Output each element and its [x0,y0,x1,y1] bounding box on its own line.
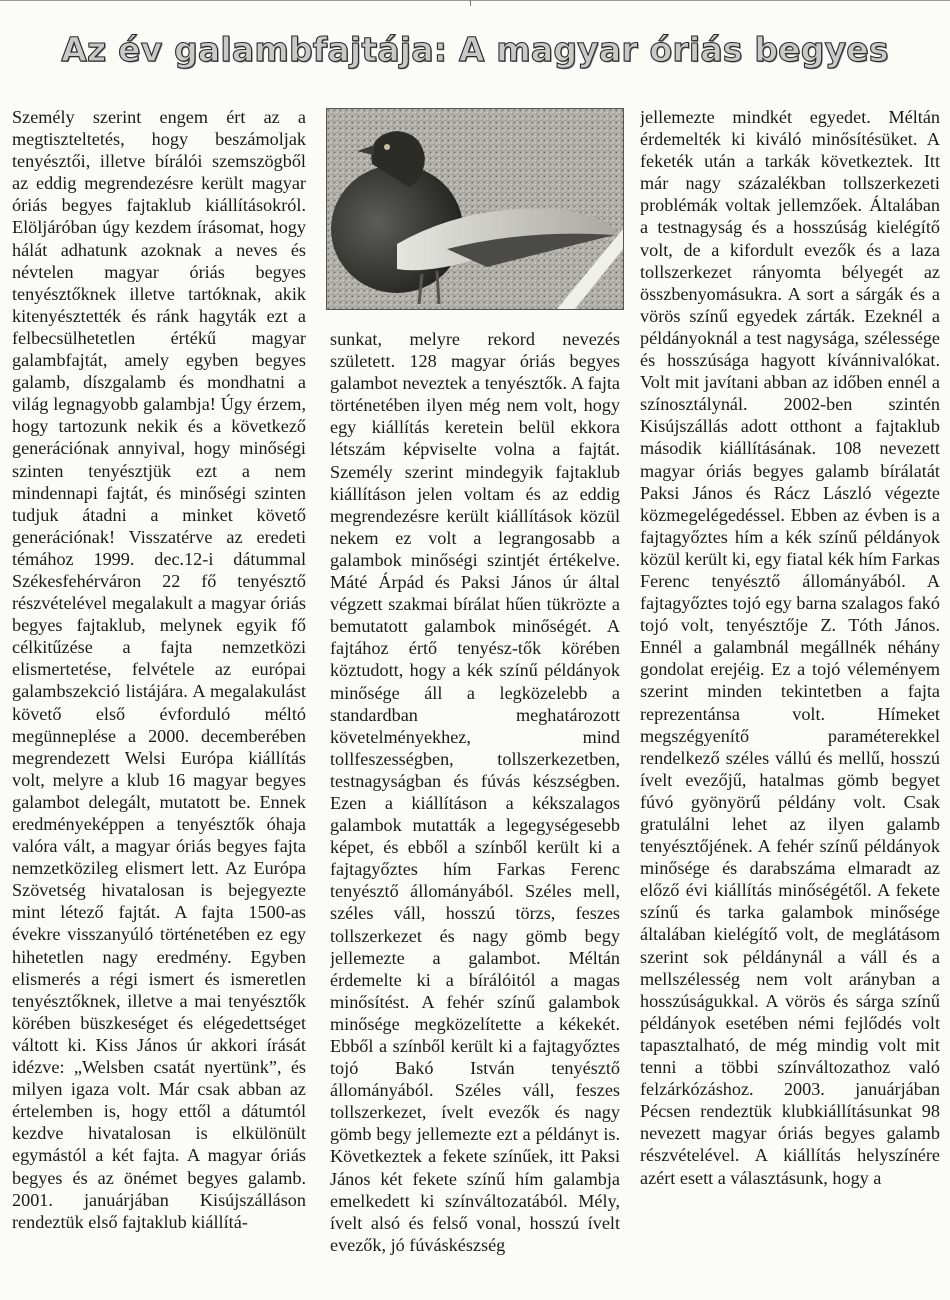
column-1-text: Személy szerint engem ért az a megtiszteltetés, hogy beszámoljak tenyésztői, illetve bírálói szemszögből az eddig megrendezésre került magyar óriás begyes fajtaklub kiállításokról. Elöljáróban úgy kezdem írásomat, hogy hálát adhatunk azoknak a neves és névtelen magyar óriás begyes tenyésztőknek illetve tartóknak, akik kitenyésztették és ránk hagyták ezt a felbecsülhetetlen értékű magyar galambfajtát, amely egyben begyes galamb, díszgalamb és mondhatni a világ legnagyobb galambja! Úgy érzem, hogy tartozunk nekik és a következő generációnak annyival, hogy minőségi szinten tenyésztjük ezt a nem mindennapi fajtát, és minőségi szinten tudjuk átadni a minket követő generációnak! Visszatérve az eredeti témához 1999. dec.12-i dátummal Székesfehérváron 22 fő tenyésztő részvételével megalakult a magyar óriás begyes fajtaklub, melynek egyik fő célkitűzése a fajta nemzetközi elismertetése, felvétele az európai galambszekció listájára. A megalakulást követő első évforduló méltó megünneplése a 2000. decemberében megrendezett Welsi Európa kiállítás volt, melyre a klub 16 magyar begyes galambot delegált, mutatott be. Ennek eredményeképpen a tenyésztők óhaja valóra vált, a magyar óriás begyes fajta nemzetközileg elismert lett. Az Európa Szövetség hivatalosan is bejegyezte mint létező fajtát. A fajta 1500-as évekre visszanyúló történetében ez egy hihetetlen nagy eredmény. Egyben elismerés a régi ismert és ismeretlen tenyésztőknek, illetve a mai tenyésztők körében büszkeséget és elégedettséget váltott ki. Kiss János úr akkori írását idézve: „Welsben csatát nyertünk”, és milyen igaza volt. Már csak abban az értelemben is, hogy ettől a dátumtól kezdve hivatalosan is elkülönült egymástól a két fajta. A magyar óriás begyes és az önémet begyes galamb. 2001. januárjában Kisújszálláson rendeztük első fajtaklub kiállítá- [12,107,306,1232]
pigeon-photo [326,108,624,310]
top-rule [0,0,950,1]
column-1 [12,106,306,1300]
article-title: Az év galambfajtája: A magyar óriás begyes [61,30,889,69]
top-tick [470,0,471,6]
column-3-text: jellemezte mindkét egyedet. Méltán érdemelték ki kiváló minősítésüket. A feketék után a tarkák következtek. Itt már nagy százalékban tollszerkezeti problémák voltak jellemzőek. Általában a testnagyság és a hosszúság kielégítő volt, de a kifordult evezők és a laza tollszerkezet rányomta bélyegét az összbenyomásukra. A sort a sárgák és a vörös színű egyedek zárták. Ezeknél a példányoknál a test nagysága, szélessége és hosszúsága hagyott kívánnivalókat. Volt mit javítani abban az időben ennél a színosztálynál. 2002-ben szintén Kisújszállás adott otthont a fajtaklub második kiállításának. 108 nevezett magyar óriás begyes galamb bírálatát Paksi János és Rácz László végezte közmegelégedéssel. Ebben az évben is a fajtagyőztes hím a kék színű példányok közül került ki, egy fiatal kék hím Farkas Ferenc tenyésztő állományából. A fajtagyőztes tojó egy barna szalagos fakó tojó volt, tenyésztője Z. Tóth János. Ennél a galambnál megállnék néhány gondolat erejéig. Ez a tojó véleményem szerint minden tekintetben a fajta reprezentánsa volt. Hímeket megszégyenítő paraméterekkel rendelkező széles vállú és mellű, hosszú ívelt evezőjű, hatalmas gömb begyet fúvó gyönyörű példány volt. Csak gratulálni lehet az ilyen galamb tenyésztőjének. A fehér színű példányok minősége és darabszáma elmaradt az előző évi kiállítás minőségétől. A fekete színű és tarka galambok minősége általában kielégítő volt, de meglátásom szerint sok példánynál a váll és a mellszélesség nem volt arányban a hosszúságukkal. A vörös és sárga színű példányok esetében némi fejlődés volt tapasztalható, de még mindig volt mit tenni a többi színváltozathoz való felzárkózáshoz. 2003. januárjában Pécsen rendeztük klubkiállításunkat 98 nevezett magyar óriás begyes galamb részvételével. A kiállítás helyszínére azért esett a választásunk, hogy a [640,107,940,1188]
column-2-text: sunkat, melyre rekord nevezés született. 128 magyar óriás begyes galambot neveztek a tenyésztők. A fajta történetében ilyen még nem volt, hogy egy kiállítás keretein belül ekkora létszám képviselte volna a fajtát. Személy szerint mindegyik fajtaklub kiállításon jelen voltam és az eddig megrendezésre került kiállítások közül nekem ez volt a legrangosabb a galambok minőségi szintjét értékelve. Máté Árpád és Paksi János úr által végzett szakmai bírálat hűen tükrözte a bemutatott galambok minőségét. A fajtához értő tenyész-tők körében köztudott, hogy a kék színű példányok minősége áll a legközelebb a standardban meghatározott követelményekhez, mind tollfeszességben, tollszerkezetben, testnagyságban és fúvás készségben. Ezen a kiállításon a kékszalagos galambok mutatták a legegységesebb képet, és ebből a színből került ki a fajtagyőztes hím Farkas Ferenc tenyésztő állományából. Széles mell, széles váll, hosszú törzs, feszes tollszerkezet és nagy gömb begy jellemezte a galambot. Méltán érdemelte ki a bírálóitól a magas minősítést. A fehér színű galambok minősége megközelítette a kékekét. Ebből a színből került ki a fajtagyőztes tojó Bakó István tenyésztő állományából. Széles váll, feszes tollszerkezet, ívelt evezők és nagy gömb begy jellemezte ezt a példányt is. Következtek a fekete színűek, itt Paksi János két fekete színű hím galambja emelkedett ki színváltozatából. Mély, ívelt alsó és felső vonal, hosszú ívelt evezők, jó fúváskészség [330,329,620,1255]
column-2 [330,328,620,1300]
column-3 [640,106,940,1300]
pigeon-eye [384,144,390,150]
pigeon-image [327,109,623,309]
